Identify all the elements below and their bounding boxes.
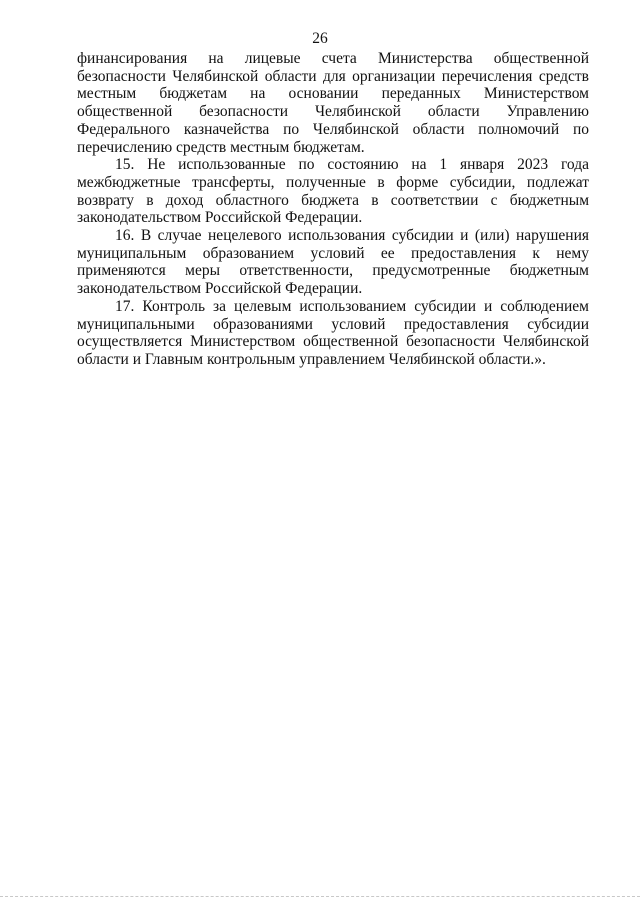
paragraph-continuation: финансирования на лицевые счета Министерства общественной безопасности Челябинской области для организации перечисления средств местным бюджетам на основании переданных Министерством общественной безопасности Челябинской области Управлению Федерального казначейства по Челябинской области полномочий по перечислению средств местным бюджетам. — [77, 50, 589, 156]
paragraph-item-15: 15. Не использованные по состоянию на 1 января 2023 года межбюджетные трансферты, полученные в форме субсидии, подлежат возврату в доход областного бюджета в соответствии с бюджетным законодательством Российской Федерации. — [77, 156, 589, 227]
page-number: 26 — [312, 30, 328, 47]
page-bottom-divider — [0, 896, 640, 897]
document-body — [77, 50, 589, 369]
paragraph-item-17: 17. Контроль за целевым использованием субсидии и соблюдением муниципальными образованиями условий предоставления субсидии осуществляется Министерством общественной безопасности Челябинской области и Главным контрольным управлением Челябинской области.». — [77, 297, 589, 368]
paragraph-item-16: 16. В случае нецелевого использования субсидии и (или) нарушения муниципальным образованием условий ее предоставления к нему применяются меры ответственности, предусмотренные бюджетным законодательством Российской Федерации. — [77, 227, 589, 298]
